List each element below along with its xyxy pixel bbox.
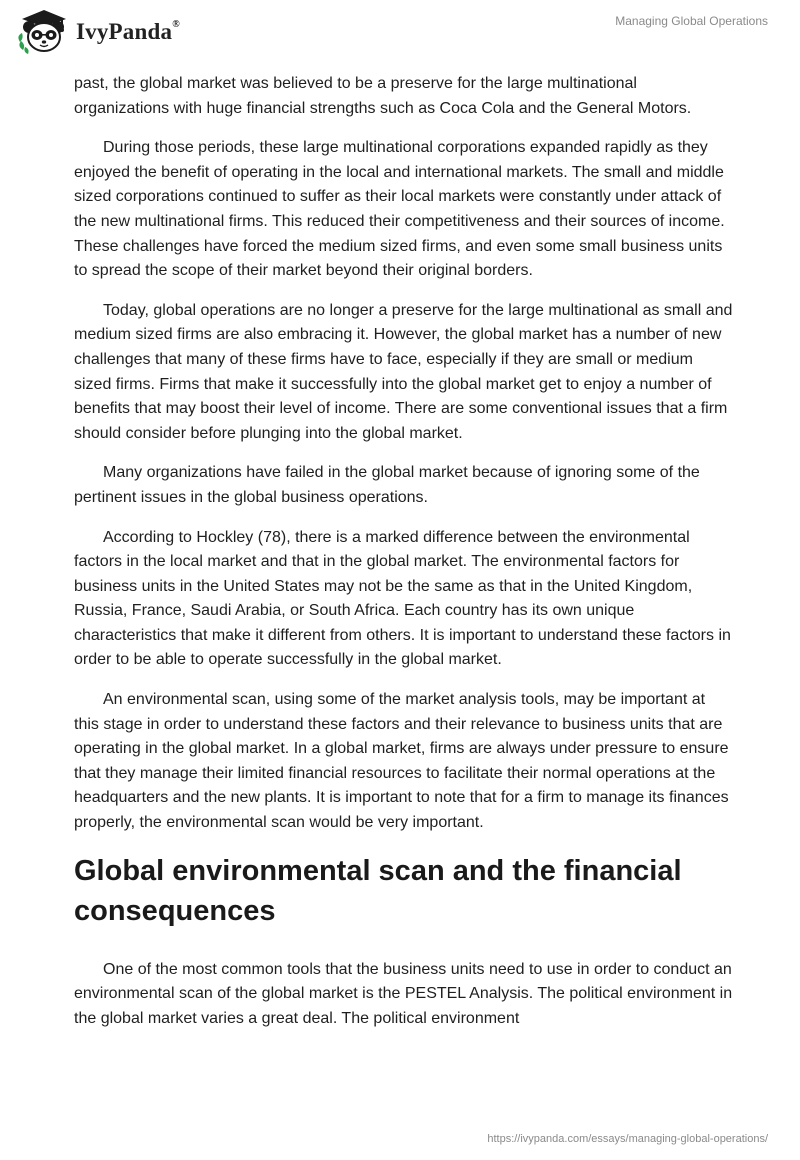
source-url[interactable]: https://ivypanda.com/essays/managing-global-operations/ [487,1133,768,1145]
paragraph: One of the most common tools that the business units need to use in order to conduct an environmental scan of the global market is the PESTEL Analysis. The political environment in the global market varies a great deal. The political environment [74,960,733,1027]
panda-graduate-icon [14,6,72,56]
section-heading: Global environmental scan and the financial consequences [74,854,682,927]
paragraph: An environmental scan, using some of the market analysis tools, may be important at this stage in order to understand these factors and their relevance to business units that are operating in the global market. In a global market, firms are always under pressure to ensure that they manage their limited financial resources to facilitate their normal operations at the headquarters and the new plants. It is important to note that for a firm to manage its finances properly, the environmental scan would be very important. [74,691,729,832]
essay-body [74,72,734,1046]
brand-name: IvyPanda® [76,19,180,44]
paragraph: Today, global operations are no longer a preserve for the large multinational as small and medium sized firms are also embracing it. However, the global market has a number of new challenges that many of these firms have to face, especially if they are small or medium sized firms. Firms that make it successfully into the global market get to enjoy a number of benefits that may boost their level of income. There are some conventional issues that a firm should consider before plunging into the global market. [74,301,733,442]
paragraph: During those periods, these large multinational corporations expanded rapidly as they enjoyed the benefit of operating in the local and international markets. The small and middle sized corporations continued to suffer as their local markets were constantly under attack of the new multinational firms. This reduced their competitiveness and their sources of income. These challenges have forced the medium sized firms, and even some small business units to spread the scope of their market beyond their original borders. [74,139,725,280]
page-header [0,0,800,62]
ivypanda-logo[interactable] [14,6,180,56]
document-title: Managing Global Operations [615,14,768,28]
paragraph: past, the global market was believed to be a preserve for the large multinational organizations with huge financial strengths such as Coca Cola and the General Motors. [74,75,692,117]
paragraph: Many organizations have failed in the global market because of ignoring some of the pertinent issues in the global business operations. [74,464,700,506]
paragraph: According to Hockley (78), there is a marked difference between the environmental factors in the local market and that in the global market. The environmental factors for business units in the United States may not be the same as that in the United Kingdom, Russia, France, Saudi Arabia, or South Africa. Each country has its own unique characteristics that make it different from others. It is important to understand these factors in order to be able to operate successfully in the global market. [74,528,731,669]
